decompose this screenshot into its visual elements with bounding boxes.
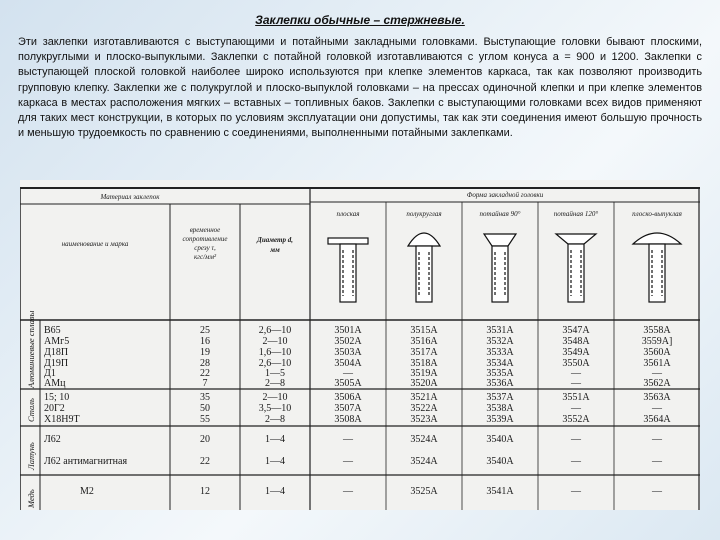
slide-title: Заклепки обычные – стержневые. [255,13,465,27]
header-diameter-line: мм [270,246,280,254]
row-brass-l62-antimagnetic [44,456,663,467]
cell-code-cs90: 3539А [486,414,514,425]
cell-code-convex: 3560А [643,347,671,358]
group-labels [26,310,36,509]
cell-tau: 28 [200,358,210,369]
description-paragraph: Эти заклепки изготавливаются с выступающими и потайными закладными головками. Выступающие головки бывают плоскими, полукруглыми и плоско-выпуклыми. Заклепки с потайной головкой изготавливаются с углом конуса а = 900 и 1200. Заклепки с выступающей плоской головкой наиболее широко используются при клепке элементов каркаса, так как позволяют производить групповую клепку. Заклепки же с полукруглой и плоско-выпуклой головками – на прессах одиночной клепки и при клепке элементов каркаса в местах расположения мягких – вставных – топливных баков. Заклепки с выступающими головками всех видов применяют для таких мест конструкции, в которых по условиям эксплуатации они допустимы, так как эти соединения имеют большую прочность и меньшую трудоемкость по сравнению с соединениями, выполненными потайными заклепками. [18,36,702,140]
cell-code-convex: 3561А [643,358,671,369]
head-type-flat: плоская [336,210,360,218]
cell-code-round: 3522А [410,403,438,414]
cell-code-flat: 3506А [334,392,362,403]
cell-code-flat: 3508А [334,414,362,425]
header-strength-line: срезу τ, [194,244,216,252]
head-type-labels [336,210,681,218]
cell-mark: АМг5 [44,336,70,347]
cell-code-round: 3524А [410,456,438,467]
row-aluminum-v65 [44,325,671,336]
rivet-flat-convex-icon [633,233,681,302]
cell-code-round: 3516А [410,336,438,347]
head-type-countersunk-90: потайная 90° [479,210,521,218]
cell-code-cs90: 3535А [486,368,514,379]
head-type-flat-convex: плоско-выпуклая [632,210,682,218]
row-steel-15-10 [44,392,671,403]
row-copper-m2 [80,486,663,497]
cell-diameter: 1,6—10 [258,347,292,358]
cell-code-convex: — [652,434,662,445]
cell-diameter: 2,6—10 [258,358,292,369]
cell-mark: АМц [44,378,66,389]
rivet-countersunk-120-icon [556,234,596,302]
cell-diameter: 1—4 [265,486,285,497]
cell-diameter: 1—5 [265,368,285,379]
cell-tau: 55 [200,414,210,425]
cell-mark: Д1 [44,368,56,379]
cell-diameter: 2—8 [265,414,285,425]
cell-code-flat: — [343,368,353,379]
rivet-table-scan [20,180,700,510]
cell-mark: Д18П [44,347,69,358]
cell-code-cs120: 3552А [562,414,590,425]
cell-code-cs90: 3540А [486,456,514,467]
rivet-flat-icon [328,238,368,302]
cell-code-round: 3521А [410,392,438,403]
cell-code-cs120: 3548А [562,336,590,347]
row-steel-20g2 [44,403,663,414]
cell-mark: В65 [44,325,61,336]
cell-code-round: 3519А [410,368,438,379]
head-type-countersunk-120: потайная 120° [553,210,599,218]
cell-tau: 22 [200,368,210,379]
cell-mark: М2 [80,486,94,497]
header-diameter-line: Диаметр d, [257,236,293,244]
cell-mark: Л62 [44,434,61,445]
cell-code-round: 3523А [410,414,438,425]
cell-mark: Д19П [44,358,69,369]
header-forms: Форма закладной головки [466,191,544,199]
cell-mark: 15; 10 [44,392,70,403]
cell-code-round: 3520А [410,378,438,389]
cell-code-round: 3515А [410,325,438,336]
cell-mark: Х18Н9Т [44,414,80,425]
row-brass-l62 [44,434,663,445]
cell-code-round: 3525А [410,486,438,497]
cell-code-convex: — [652,456,662,467]
cell-mark: 20Г2 [44,403,65,414]
cell-code-flat: — [343,434,353,445]
cell-code-cs90: 3536А [486,378,514,389]
cell-code-cs90: 3538А [486,403,514,414]
cell-code-cs90: 3537А [486,392,514,403]
cell-code-cs120: — [571,368,581,379]
cell-code-cs120: 3551А [562,392,590,403]
header-material: Материал заклепок [100,193,160,201]
cell-diameter: 1—4 [265,456,285,467]
cell-diameter: 3,5—10 [258,403,292,414]
row-steel-x18n9t [44,414,671,425]
cell-code-convex: 3559А] [641,336,673,347]
header-strength-line: сопротивление [182,235,228,243]
cell-code-cs90: 3531А [486,325,514,336]
cell-code-round: 3518А [410,358,438,369]
cell-code-cs90: 3540А [486,434,514,445]
cell-code-convex: 3563А [643,392,671,403]
rivet-table [20,180,700,510]
cell-code-round: 3517А [410,347,438,358]
cell-code-cs120: — [571,403,581,414]
cell-code-cs120: — [571,434,581,445]
cell-code-convex: 3564А [643,414,671,425]
cell-diameter: 1—4 [265,434,285,445]
cell-code-flat: — [343,486,353,497]
cell-diameter: 2—8 [265,378,285,389]
group-label-copper: Медь [26,489,36,508]
cell-code-flat: — [343,456,353,467]
rivet-round-icon [408,233,440,302]
cell-code-convex: — [652,368,662,379]
header-strength-line: временное [189,226,221,234]
cell-code-cs90: 3533А [486,347,514,358]
cell-code-cs90: 3532А [486,336,514,347]
cell-tau: 50 [200,403,210,414]
cell-tau: 12 [200,486,210,497]
group-label-aluminum: Алюминиевые сплавы [26,310,36,388]
header-name: наименование и марка [61,240,129,248]
cell-code-flat: 3505А [334,378,362,389]
cell-code-flat: 3507А [334,403,362,414]
cell-code-cs120: — [571,378,581,389]
cell-code-cs120: — [571,486,581,497]
cell-tau: 7 [202,378,208,389]
cell-tau: 35 [200,392,210,403]
header-strength-line: кгс/мм² [193,253,217,261]
row-aluminum-amc [44,378,671,389]
head-type-round: полукруглая [406,210,442,218]
cell-code-convex: 3558А [643,325,671,336]
cell-tau: 20 [200,434,210,445]
cell-code-flat: 3501А [334,325,362,336]
cell-tau: 19 [200,347,210,358]
group-label-brass: Латунь [26,442,36,470]
cell-tau: 22 [200,456,210,467]
cell-code-flat: 3504А [334,358,362,369]
cell-code-cs90: 3534А [486,358,514,369]
header-diameter [256,236,293,254]
cell-tau: 16 [200,336,210,347]
cell-code-cs90: 3541А [486,486,514,497]
row-aluminum-amg5 [44,336,672,347]
row-aluminum-d18p [44,347,671,358]
cell-code-cs120: 3550А [562,358,590,369]
cell-diameter: 2,6—10 [258,325,292,336]
cell-tau: 25 [200,325,210,336]
cell-code-cs120: 3547А [562,325,590,336]
cell-code-flat: 3502А [334,336,362,347]
cell-mark: Л62 антимагнитная [44,456,128,467]
cell-code-flat: 3503А [334,347,362,358]
cell-code-convex: — [652,403,662,414]
group-label-steel: Сталь [26,398,36,422]
cell-code-convex: 3562А [643,378,671,389]
cell-code-cs120: 3549А [562,347,590,358]
cell-code-round: 3524А [410,434,438,445]
header-strength [183,226,228,261]
rivet-countersunk-90-icon [484,234,516,302]
cell-diameter: 2—10 [262,336,288,347]
cell-code-cs120: — [571,456,581,467]
cell-diameter: 2—10 [262,392,288,403]
cell-code-convex: — [652,486,662,497]
